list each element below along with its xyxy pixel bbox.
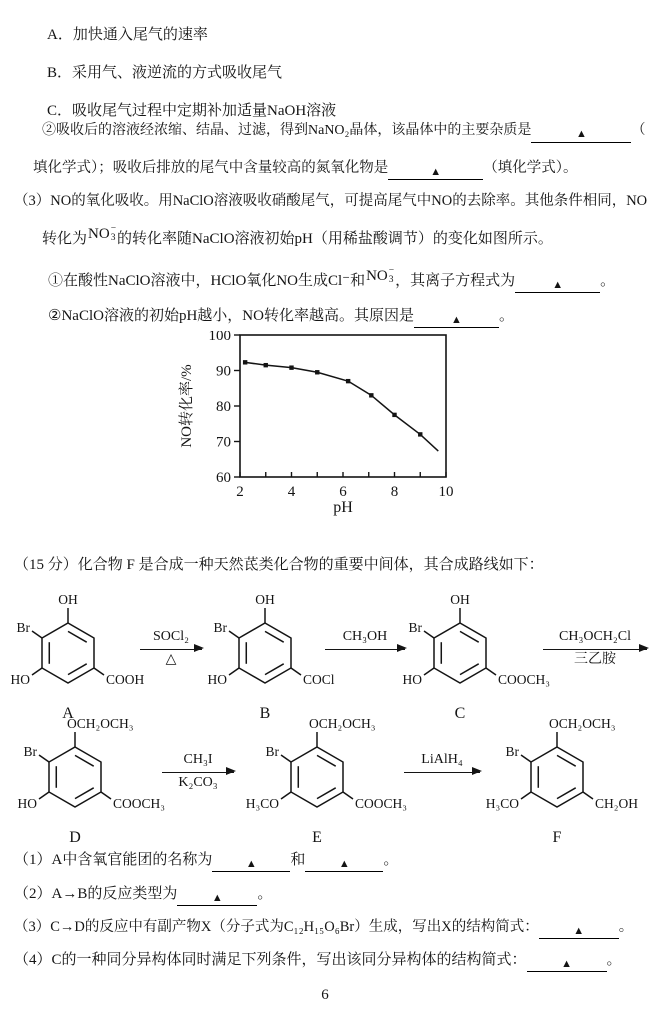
y-tick-label: 60 xyxy=(216,470,231,486)
benzene-ring-structure xyxy=(0,591,163,723)
substituent-bond xyxy=(521,755,531,762)
question-3 xyxy=(14,918,633,939)
option-c: C．吸收尾气过程中定期补加适量NaOH溶液 xyxy=(47,103,337,119)
page-number: 6 xyxy=(321,987,329,1003)
q2-line2-tail: （填化学式）。 xyxy=(483,160,578,176)
arrowhead-icon xyxy=(472,767,482,775)
nitrate-ion xyxy=(88,225,116,244)
triangle-marker: ▲ xyxy=(338,858,350,870)
molecule-letter-label: E xyxy=(312,829,322,846)
benzene-ring-structure xyxy=(0,715,170,847)
ion-charge: − xyxy=(388,266,395,276)
substituent-bond xyxy=(281,792,291,799)
section3-line2-pre: 转化为 xyxy=(42,231,88,247)
reaction-arrow-5 xyxy=(404,752,480,775)
subq2-pre: ②NaClO溶液的初始pH越小，NO转化率越高。其原因是 xyxy=(48,308,414,324)
q2-line1-paren: （ xyxy=(631,123,646,138)
substituent-top: OCH₂OCH₃ xyxy=(309,716,376,731)
molecule-letter-label: A xyxy=(62,705,74,722)
question-2-tail: 。 xyxy=(257,886,273,902)
substituent-lower-right: COOH xyxy=(106,672,145,687)
right-arrow-icon xyxy=(162,772,234,773)
molecule-A xyxy=(0,591,163,723)
data-point-marker xyxy=(369,393,373,397)
substituent-lower-left: HO xyxy=(10,672,30,687)
q2-line1-text: ②吸收后的溶液经浓缩、结晶、过滤，得到NaNO₂晶体，该晶体中的主要杂质是 xyxy=(42,123,532,138)
substituent-upper-left: Br xyxy=(265,744,279,759)
question-1-pre: （1）A中含氧官能团的名称为 xyxy=(14,852,213,868)
benzene-ring-structure xyxy=(482,715,650,847)
triangle-marker: ▲ xyxy=(430,166,442,178)
substituent-lower-left: HO xyxy=(207,672,227,687)
triangle-marker: ▲ xyxy=(575,128,587,140)
molecule-C xyxy=(385,591,555,723)
reagent-above: CH₃OCH₂Cl xyxy=(559,629,631,644)
question-1-mid: 和 xyxy=(290,852,306,868)
reagent-above: SOCl₂ xyxy=(152,629,189,644)
substituent-bond xyxy=(291,668,301,675)
substituent-bond xyxy=(101,792,111,799)
section3-line2-post: 的转化率随NaClO溶液初始pH（用稀盐酸调节）的变化如图所示。 xyxy=(117,231,553,247)
subq1-mid: ，其离子方程式为 xyxy=(395,273,516,289)
ion-base: NO xyxy=(88,226,110,242)
answer-blank xyxy=(539,922,619,939)
substituent-bond xyxy=(32,668,42,675)
substituent-bond xyxy=(343,792,353,799)
reaction-arrow-3 xyxy=(543,629,647,668)
y-tick-label: 100 xyxy=(208,331,231,344)
substituent-bond xyxy=(32,631,42,638)
x-tick-label: 2 xyxy=(236,484,244,500)
answer-blank xyxy=(531,126,631,143)
substituent-lower-right: COOCH₃ xyxy=(355,796,407,811)
ion-stack xyxy=(111,225,116,244)
substituent-upper-left: Br xyxy=(23,744,37,759)
option-b: B．采用气、液逆流的方式吸收尾气 xyxy=(47,65,283,81)
answer-blank xyxy=(212,855,290,872)
answer-blank xyxy=(414,311,499,328)
substituent-lower-left: H₃CO xyxy=(245,796,279,811)
question-2-pre: （2）A→B的反应类型为 xyxy=(14,886,178,902)
right-arrow-icon xyxy=(404,772,480,773)
substituent-bond xyxy=(281,755,291,762)
molecule-B xyxy=(190,591,360,723)
right-arrow-icon xyxy=(543,649,647,650)
data-curve xyxy=(245,362,438,451)
chart-svg xyxy=(176,331,506,523)
benzene-ring-structure xyxy=(242,715,412,847)
substituent-bond xyxy=(39,792,49,799)
substituent-lower-left: HO xyxy=(402,672,422,687)
reagent-above: CH₃OH xyxy=(342,629,388,644)
substituent-upper-left: Br xyxy=(408,620,422,635)
reagent-below: 三乙胺 xyxy=(574,652,616,668)
data-point-marker xyxy=(346,379,350,383)
reaction-arrow-4 xyxy=(162,752,234,791)
question-3-tail: 。 xyxy=(618,919,634,935)
triangle-marker: ▲ xyxy=(245,858,257,870)
x-tick-label: 10 xyxy=(438,484,454,500)
substituent-lower-left: H₃CO xyxy=(485,796,519,811)
plot-frame xyxy=(240,335,446,477)
substituent-top: OH xyxy=(450,592,470,607)
y-tick-label: 70 xyxy=(216,434,231,451)
data-point-marker xyxy=(289,365,293,369)
question-4 xyxy=(14,951,622,972)
reagent-below: △ xyxy=(165,652,177,668)
y-tick-label: 90 xyxy=(216,363,231,380)
molecule-D xyxy=(0,715,170,847)
subq1-pre: ①在酸性NaClO溶液中，HClO氧化NO生成Cl⁻和 xyxy=(48,273,366,289)
substituent-lower-right: CH₂OH xyxy=(595,796,638,811)
substituent-top: OCH₂OCH₃ xyxy=(67,716,134,731)
question-3-pre: （3）C→D的反应中有副产物X（分子式为C₁₂H₁₅O₆Br）生成，写出X的结构简式： xyxy=(14,919,539,935)
question-1 xyxy=(14,851,398,872)
ion-stack xyxy=(389,267,394,286)
molecule-F xyxy=(482,715,650,847)
benzene-ring-structure xyxy=(385,591,555,723)
answer-blank xyxy=(515,276,600,293)
answer-blank xyxy=(388,163,483,180)
subq1-line xyxy=(48,266,616,293)
molecule-E xyxy=(242,715,412,847)
subq1-tail: 。 xyxy=(600,273,616,289)
section3-line2 xyxy=(42,224,553,249)
y-axis-label: NO转化率/% xyxy=(179,364,195,448)
triangle-marker: ▲ xyxy=(561,958,572,970)
reagent-above: CH₃I xyxy=(183,752,213,767)
substituent-bond xyxy=(583,792,593,799)
y-tick-label: 80 xyxy=(216,399,231,415)
data-point-marker xyxy=(418,432,422,436)
subq2-tail: 。 xyxy=(498,308,514,324)
data-point-marker xyxy=(315,370,319,374)
answer-blank xyxy=(177,889,257,906)
substituent-top: OH xyxy=(58,592,78,607)
question-4-pre: （4）C的一种同分异构体同时满足下列条件，写出该同分异构体的结构简式： xyxy=(14,952,527,968)
reagent-above: LiAlH₄ xyxy=(421,752,463,767)
q2-line1 xyxy=(42,122,645,143)
substituent-lower-right: COOCH₃ xyxy=(113,796,165,811)
molecule-letter-label: D xyxy=(69,829,81,846)
molecule-letter-label: B xyxy=(259,705,271,722)
substituent-lower-left: HO xyxy=(17,796,37,811)
benzene-ring-structure xyxy=(190,591,360,723)
x-tick-label: 4 xyxy=(287,484,296,500)
x-axis-label: pH xyxy=(333,499,353,516)
data-point-marker xyxy=(264,363,268,367)
triangle-marker: ▲ xyxy=(211,892,223,904)
substituent-bond xyxy=(521,792,531,799)
no-conversion-chart xyxy=(176,331,506,523)
molecule-letter-label: F xyxy=(552,829,562,846)
substituent-bond xyxy=(486,668,496,675)
answer-blank xyxy=(527,955,607,972)
triangle-marker: ▲ xyxy=(451,314,462,326)
ion-subscript: 3 xyxy=(110,233,116,243)
substituent-upper-left: Br xyxy=(213,620,227,635)
substituent-upper-left: Br xyxy=(505,744,519,759)
arrowhead-icon xyxy=(639,644,649,652)
substituent-upper-left: Br xyxy=(16,620,30,635)
q2-line2-text: 填化学式）；吸收后排放的尾气中含量较高的氮氧化物是 xyxy=(33,160,389,176)
substituent-bond xyxy=(424,668,434,675)
substituent-bond xyxy=(94,668,104,675)
triangle-marker: ▲ xyxy=(552,279,564,291)
subq2-line xyxy=(48,307,514,328)
question-2 xyxy=(14,885,272,906)
substituent-bond xyxy=(424,631,434,638)
data-point-marker xyxy=(392,413,396,417)
ion-subscript: 3 xyxy=(388,275,394,285)
x-tick-label: 6 xyxy=(339,484,347,500)
section3-line1: （3）NO的氧化吸收。用NaClO溶液吸收硝酸尾气，可提高尾气中NO的去除率。其他条件相同，NO xyxy=(14,193,648,209)
question-4-tail: 。 xyxy=(606,952,622,968)
nitrate-ion xyxy=(366,267,394,286)
data-point-marker xyxy=(243,360,247,364)
x-tick-label: 8 xyxy=(390,484,399,500)
substituent-bond xyxy=(229,631,239,638)
substituent-top: OCH₂OCH₃ xyxy=(549,716,616,731)
option-a: A．加快通入尾气的速率 xyxy=(47,27,208,43)
q2-line2 xyxy=(33,159,578,180)
ion-charge: − xyxy=(110,224,117,234)
substituent-bond xyxy=(39,755,49,762)
molecule-letter-label: C xyxy=(454,705,466,722)
substituent-lower-right: COOCH₃ xyxy=(498,672,550,687)
reagent-below: K₂CO₃ xyxy=(178,775,218,791)
question-1-tail: 。 xyxy=(383,852,399,868)
section15-heading: （15 分）化合物 F 是合成一种天然茋类化合物的重要中间体，其合成路线如下： xyxy=(14,557,544,573)
triangle-marker: ▲ xyxy=(573,925,585,937)
substituent-top: OH xyxy=(255,592,275,607)
answer-blank xyxy=(305,855,383,872)
arrowhead-icon xyxy=(226,767,236,775)
substituent-lower-right: COCl xyxy=(303,672,335,687)
ion-base: NO xyxy=(366,268,388,284)
substituent-bond xyxy=(229,668,239,675)
